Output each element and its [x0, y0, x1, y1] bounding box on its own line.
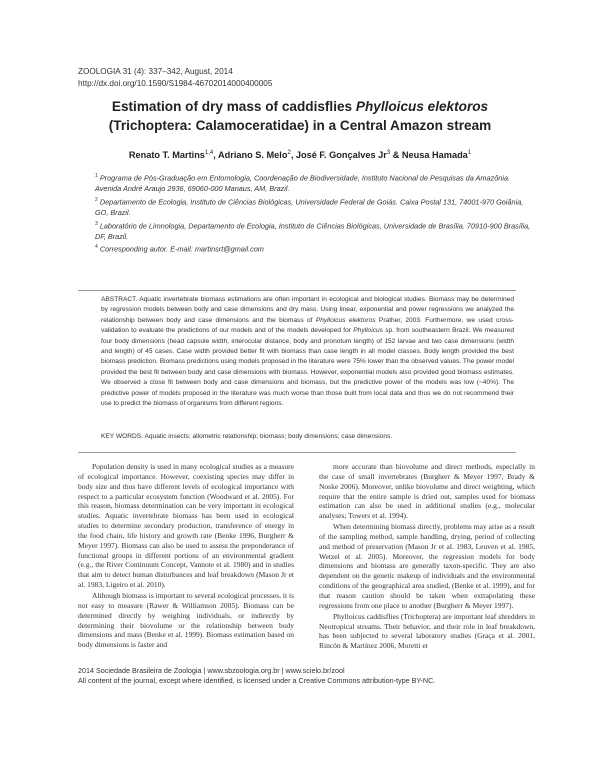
affiliation-number: 1 [95, 173, 98, 179]
affiliations [95, 171, 535, 256]
keywords-text: Aquatic insects; allometric relationship; biomass; body dimensions; case dimensions. [143, 433, 393, 440]
author-separator: , [213, 150, 219, 161]
author-name: Renato T. Martins [128, 150, 205, 161]
author-affiliation-mark: 1 [467, 150, 472, 156]
author-separator: , [290, 150, 296, 161]
body-paragraph: more accurate than biovolume and direct methods, especially in the case of small invertebrates (Burgherr & Meyer 1997, Brady & Noske 2006). Moreover, unlike biovolume and direct weighting, which require that the entire sample is dried out, samples used for biomass estimation can also be used in additional studies (e.g., molecular analyses; Towers et al. 1994). [319, 462, 535, 521]
author-list [60, 150, 540, 160]
affiliation-item [95, 219, 535, 243]
author-affiliation-mark: 2 [287, 150, 291, 156]
article-title [60, 97, 540, 135]
affiliation-text: Programa de Pós-Graduação em Entomologia, Coordenação de Biodiversidade, Instituto Nacional de Pesquisas da Amazônia. Avenida André Araujo 2936, 69060-000 Manaus, AM, Brazil. [95, 173, 511, 194]
journal-header [78, 66, 272, 90]
doi-link[interactable]: http://dx.doi.org/10.1590/S1984-46702014000400005 [78, 79, 273, 88]
body-paragraph: Although biomass is important to several ecological processes, it is not easy to measure (Rawer & Williamson 2005). Biomass can be determined directly by weighing individuals, or indirectly by determining their biovolume or the relationship between body dimensions and mass (Benke et al. 1999). Biomass estimation based on body dimensions is faster and [78, 590, 294, 650]
body-paragraph: Phylloicus caddisflies (Trichoptera) are important leaf shredders in Neotropical streams. Their behavior, and their role in leaf breakdown, has been subjected to several laboratory studies (Graça et al. 2001, Rincón & Martínez 2006, Moretti et [319, 611, 535, 651]
corresponding-author [95, 242, 535, 255]
footer-copyright: 2014 Sociedade Brasileira de Zoologia | www.sbzoologia.org.br | www.scielo.br/zool [78, 666, 345, 675]
title-species: Phylloicus elektoros [355, 99, 489, 114]
page-footer [78, 666, 435, 687]
affiliation-text: Departamento de Ecologia, Instituto de Ciências Biológicas, Universidade Federal de Goiás. Caixa Postal 131, 74001-970 Goiânia, GO, Brazil. [95, 197, 524, 217]
abstract-text: Aquatic invertebrate biomass estimations are often important in ecological and biological studies. Biomass may be determined by regression models between body and case dimensions and dry mass. Using linear, exponential and power regressions we analyzed the relationship between body and case dimensions and the biomass of [101, 296, 514, 324]
body-paragraph: When determining biomass directly, problems may arise as a result of the sampling method, sample handling, drying, period of collecting and method of preservation (Mason Jr et al. 1983, Leuven et al. 1985, Wetzel et al. 2005). Moreover, the regression models for body dimensions and biomass are generally taxon-specific. They are also dependent on the genetic makeup of individuals and the environmental conditions of the geographical area studied, (Benke et al. 1999), and for that reason caution should be taken when extrapolating these regressions from one place to another (Burgherr & Meyer 1997). [319, 522, 535, 610]
corresponding-author-text: Corresponding autor. E-mail: martinsrt@gmail.com [99, 244, 264, 254]
keywords-label: KEY WORDS. [101, 433, 144, 440]
title-line1-prefix: Estimation of dry mass of caddisflies [111, 99, 356, 114]
abstract-text: sp. from southeastern Brazil. We measured four body dimensions (head capsule width, interocular distance, body and pronotum length) of 152 larvae and two case dimensions (width and length) of 45 cases. Case width provided better fit with biomass than case length in all model classes. Body length provided the best biomass prediction. Biomass predictions using models proposed in the literature were 75% lower than the observed values. The power model provided the best fit between body and case dimensions with biomass. However, exponential models also provided good biomass estimates. We observed a close fit between body and case dimensions and biomass, but the predictive power of the models was low (~40%). The predictive power of models proposed in the literature was much worse than those built from local data and thus we do not recommend their use to predict the biomass of organisms from different regions. [101, 327, 515, 408]
abstract-genus: Phylloicus [353, 327, 383, 335]
author-name: Neusa Hamada [401, 150, 468, 161]
journal-citation: ZOOLOGIA 31 (4): 337–342, August, 2014 [78, 67, 233, 76]
affiliation-item [95, 171, 535, 195]
footer-license: All content of the journal, except where identified, is licensed under a Creative Commons attribution-type BY-NC. [78, 676, 436, 686]
affiliation-text: Laboratório de Limnologia, Departamento de Ecologia, Instituto de Ciências Biológicas, Universidade de Brasília. 70910-900 Brasília, DF, Brazil. [95, 221, 531, 241]
author-separator: & [390, 150, 402, 161]
body-paragraph: Population density is used in many ecological studies as a measure of ecological importance. However, coexisting species may differ in body size and thus have different levels of ecological importance with respect to a particular ecosystem function (Woodward et al. 2005). For this reason, biomass determination can be very important in ecological studies. Aquatic invertebrate biomass has been used in ecological studies to determine secondary production, transference of energy in the food chain, life history and growth rate (Benke 1996, Burgherr & Meyer 1997). Biomass can also be used to assess the preponderance of functional groups in different portions of an environmental gradient (e.g., the River Continuum Concept, Vannote et al. 1980) and in studies that aim to detect human disturbances and leaf breakdown (Mason Jr et al. 1983, Ligeiro et al. 2010). [78, 462, 294, 590]
affiliation-number: 3 [95, 220, 98, 227]
affiliation-item [95, 195, 535, 219]
body-column-left [78, 462, 294, 650]
author-affiliation-mark: 1,4 [204, 150, 214, 156]
author-affiliation-mark: 3 [386, 150, 391, 156]
keywords [101, 432, 514, 442]
abstract-label: ABSTRACT. [101, 296, 138, 303]
affiliation-number: 2 [95, 196, 98, 203]
title-line2: (Trichoptera: Calamoceratidae) in a Central Amazon stream [108, 118, 492, 133]
abstract-text: Prather, 2003. Furthermore, we used cross-validation to evaluate the predictions of our models and of the models developed for [101, 316, 514, 335]
body-column-right [319, 462, 535, 651]
abstract [101, 295, 514, 409]
author-name: José F. Gonçalves Jr [295, 150, 387, 161]
affiliation-number: 4 [95, 244, 98, 251]
author-name: Adriano S. Melo [218, 150, 288, 161]
abstract-species: Phylloicus elektoros [315, 316, 376, 324]
